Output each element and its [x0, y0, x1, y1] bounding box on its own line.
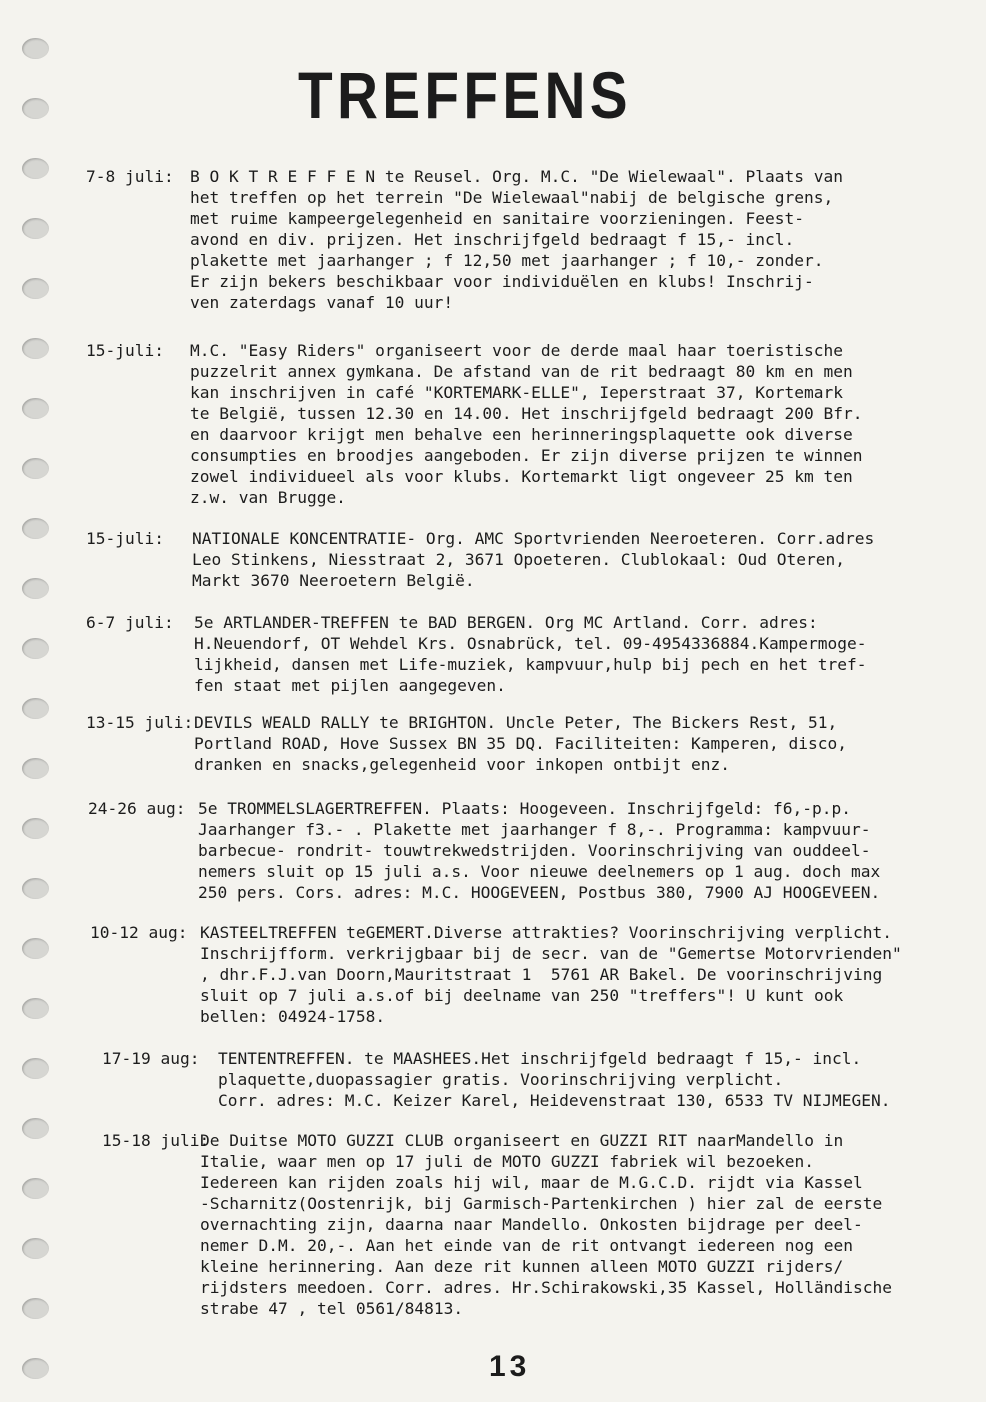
text-line: sluit op 7 juli a.s.of bij deelname van 250 "treffers"! U kunt ook: [200, 986, 844, 1005]
binder-hole: [22, 938, 49, 959]
text-line: z.w. van Brugge.: [190, 488, 346, 507]
text-line: lijkheid, dansen met Life-muziek, kampvuur,hulp bij pech en het tref-: [194, 655, 867, 674]
text-line: consumpties en broodjes aangeboden. Er zijn diverse prijzen te winnen: [190, 446, 863, 465]
binder-hole: [22, 1178, 49, 1199]
page-title: TREFFENS: [298, 58, 632, 132]
event-date: 15-18 juli:: [102, 1131, 210, 1150]
event-date: 6-7 juli:: [86, 613, 174, 632]
text-line: te België, tussen 12.30 en 14.00. Het inschrijfgeld bedraagt 200 Bfr.: [190, 404, 863, 423]
text-line: , dhr.F.J.van Doorn,Mauritstraat 1 5761 AR Bakel. De voorinschrijving: [200, 965, 883, 984]
event-description: [200, 1130, 892, 1319]
binder-hole: [22, 158, 49, 179]
text-line: Iedereen kan rijden zoals hij wil, maar de M.G.C.D. rijdt via Kassel: [200, 1173, 863, 1192]
binder-hole: [22, 278, 49, 299]
binder-hole: [22, 1298, 49, 1319]
text-line: Markt 3670 Neeroetern België.: [192, 571, 475, 590]
text-line: kan inschrijven in café "KORTEMARK-ELLE", Ieperstraat 37, Kortemark: [190, 383, 843, 402]
text-line: bellen: 04924-1758.: [200, 1007, 386, 1026]
text-line: KASTEELTREFFEN teGEMERT.Diverse attrakties? Voorinschrijving verplicht.: [200, 923, 892, 942]
text-line: puzzelrit annex gymkana. De afstand van de rit bedraagt 80 km en men: [190, 362, 853, 381]
text-line: barbecue- rondrit- touwtrekwedstrijden. Voorinschrijving van ouddeel-: [198, 841, 871, 860]
event-date: 10-12 aug:: [90, 923, 188, 942]
event-date: 15-juli:: [86, 341, 164, 360]
text-line: overnachting zijn, daarna naar Mandello. Onkosten bijdrage per deel-: [200, 1215, 863, 1234]
text-line: strabe 47 , tel 0561/84813.: [200, 1299, 464, 1318]
binder-hole: [22, 458, 49, 479]
event-description: [218, 1048, 890, 1111]
event-description: [194, 612, 866, 696]
text-line: fen staat met pijlen aangegeven.: [194, 676, 506, 695]
event-date: 13-15 juli:: [86, 713, 194, 732]
text-line: Italie, waar men op 17 juli de MOTO GUZZI fabriek wil bezoeken.: [200, 1152, 814, 1171]
event-description: [198, 798, 880, 903]
binder-hole: [22, 758, 49, 779]
text-line: plakette met jaarhanger ; f 12,50 met jaarhanger ; f 10,- zonder.: [190, 251, 824, 270]
text-line: plaquette,duopassagier gratis. Voorinschrijving verplicht.: [218, 1070, 784, 1089]
binder-hole: [22, 518, 49, 539]
text-line: Inschrijfform. verkrijgbaar bij de secr. van de "Gemertse Motorvrienden": [200, 944, 902, 963]
event-date: 17-19 aug:: [102, 1049, 200, 1068]
text-line: Er zijn bekers beschikbaar voor individuëlen en klubs! Inschrij-: [190, 272, 814, 291]
binder-hole: [22, 878, 49, 899]
binder-hole: [22, 38, 49, 59]
text-line: De Duitse MOTO GUZZI CLUB organiseert en GUZZI RIT naarMandello in: [200, 1131, 844, 1150]
text-line: zowel individueel als voor klubs. Kortemarkt ligt ongeveer 25 km ten: [190, 467, 853, 486]
text-line: nemers sluit op 15 juli a.s. Voor nieuwe deelnemers op 1 aug. doch max: [198, 862, 881, 881]
binder-hole: [22, 818, 49, 839]
binder-hole: [22, 998, 49, 1019]
binder-hole: [22, 578, 49, 599]
binder-hole: [22, 698, 49, 719]
text-line: Corr. adres: M.C. Keizer Karel, Heidevenstraat 130, 6533 TV NIJMEGEN.: [218, 1091, 891, 1110]
text-line: B O K T R E F F E N te Reusel. Org. M.C. "De Wielewaal". Plaats van: [190, 167, 843, 186]
binder-hole: [22, 1118, 49, 1139]
text-line: DEVILS WEALD RALLY te BRIGHTON. Uncle Peter, The Bickers Rest, 51,: [194, 713, 838, 732]
event-description: [192, 528, 874, 591]
text-line: NATIONALE KONCENTRATIE- Org. AMC Sportvrienden Neeroeteren. Corr.adres: [192, 529, 875, 548]
binder-hole: [22, 638, 49, 659]
text-line: avond en div. prijzen. Het inschrijfgeld bedraagt f 15,- incl.: [190, 230, 795, 249]
text-line: 5e TROMMELSLAGERTREFFEN. Plaats: Hoogeveen. Inschrijfgeld: f6,-p.p.: [198, 799, 851, 818]
text-line: H.Neuendorf, OT Wehdel Krs. Osnabrück, tel. 09-4954336884.Kampermoge-: [194, 634, 867, 653]
event-description: [194, 712, 847, 775]
text-line: 250 pers. Cors. adres: M.C. HOOGEVEEN, Postbus 380, 7900 AJ HOOGEVEEN.: [198, 883, 881, 902]
text-line: 5e ARTLANDER-TREFFEN te BAD BERGEN. Org MC Artland. Corr. adres:: [194, 613, 818, 632]
binder-hole: [22, 98, 49, 119]
text-line: en daarvoor krijgt men behalve een herinneringsplaquette ook diverse: [190, 425, 853, 444]
text-line: het treffen op het terrein "De Wielewaal"nabij de belgische grens,: [190, 188, 834, 207]
text-line: kleine herinnering. Aan deze rit kunnen alleen MOTO GUZZI rijders/: [200, 1257, 844, 1276]
binder-hole: [22, 1058, 49, 1079]
text-line: ven zaterdags vanaf 10 uur!: [190, 293, 454, 312]
binder-hole: [22, 1238, 49, 1259]
event-description: [190, 166, 843, 313]
binder-hole: [22, 218, 49, 239]
event-date: 7-8 juli:: [86, 167, 174, 186]
event-description: [200, 922, 902, 1027]
text-line: Jaarhanger f3.- . Plakette met jaarhanger f 8,-. Programma: kampvuur-: [198, 820, 871, 839]
text-line: M.C. "Easy Riders" organiseert voor de derde maal haar toeristische: [190, 341, 843, 360]
binder-hole: [22, 1358, 49, 1379]
binder-holes: [22, 38, 52, 1398]
binder-hole: [22, 398, 49, 419]
text-line: Leo Stinkens, Niesstraat 2, 3671 Opoeteren. Clublokaal: Oud Oteren,: [192, 550, 845, 569]
text-line: -Scharnitz(Oostenrijk, bij Garmisch-Partenkirchen ) hier zal de eerste: [200, 1194, 883, 1213]
event-date: 24-26 aug:: [88, 799, 186, 818]
event-date: 15-juli:: [86, 529, 164, 548]
page-number: 13: [489, 1350, 531, 1383]
text-line: met ruime kampeergelegenheid en sanitaire voorzieningen. Feest-: [190, 209, 804, 228]
event-description: [190, 340, 862, 508]
text-line: rijdsters meedoen. Corr. adres. Hr.Schirakowski,35 Kassel, Holländische: [200, 1278, 892, 1297]
text-line: Portland ROAD, Hove Sussex BN 35 DQ. Faciliteiten: Kamperen, disco,: [194, 734, 847, 753]
text-line: TENTENTREFFEN. te MAASHEES.Het inschrijfgeld bedraagt f 15,- incl.: [218, 1049, 862, 1068]
text-line: nemer D.M. 20,-. Aan het einde van de rit ontvangt iedereen nog een: [200, 1236, 853, 1255]
binder-hole: [22, 338, 49, 359]
text-line: dranken en snacks,gelegenheid voor inkopen ontbijt enz.: [194, 755, 731, 774]
